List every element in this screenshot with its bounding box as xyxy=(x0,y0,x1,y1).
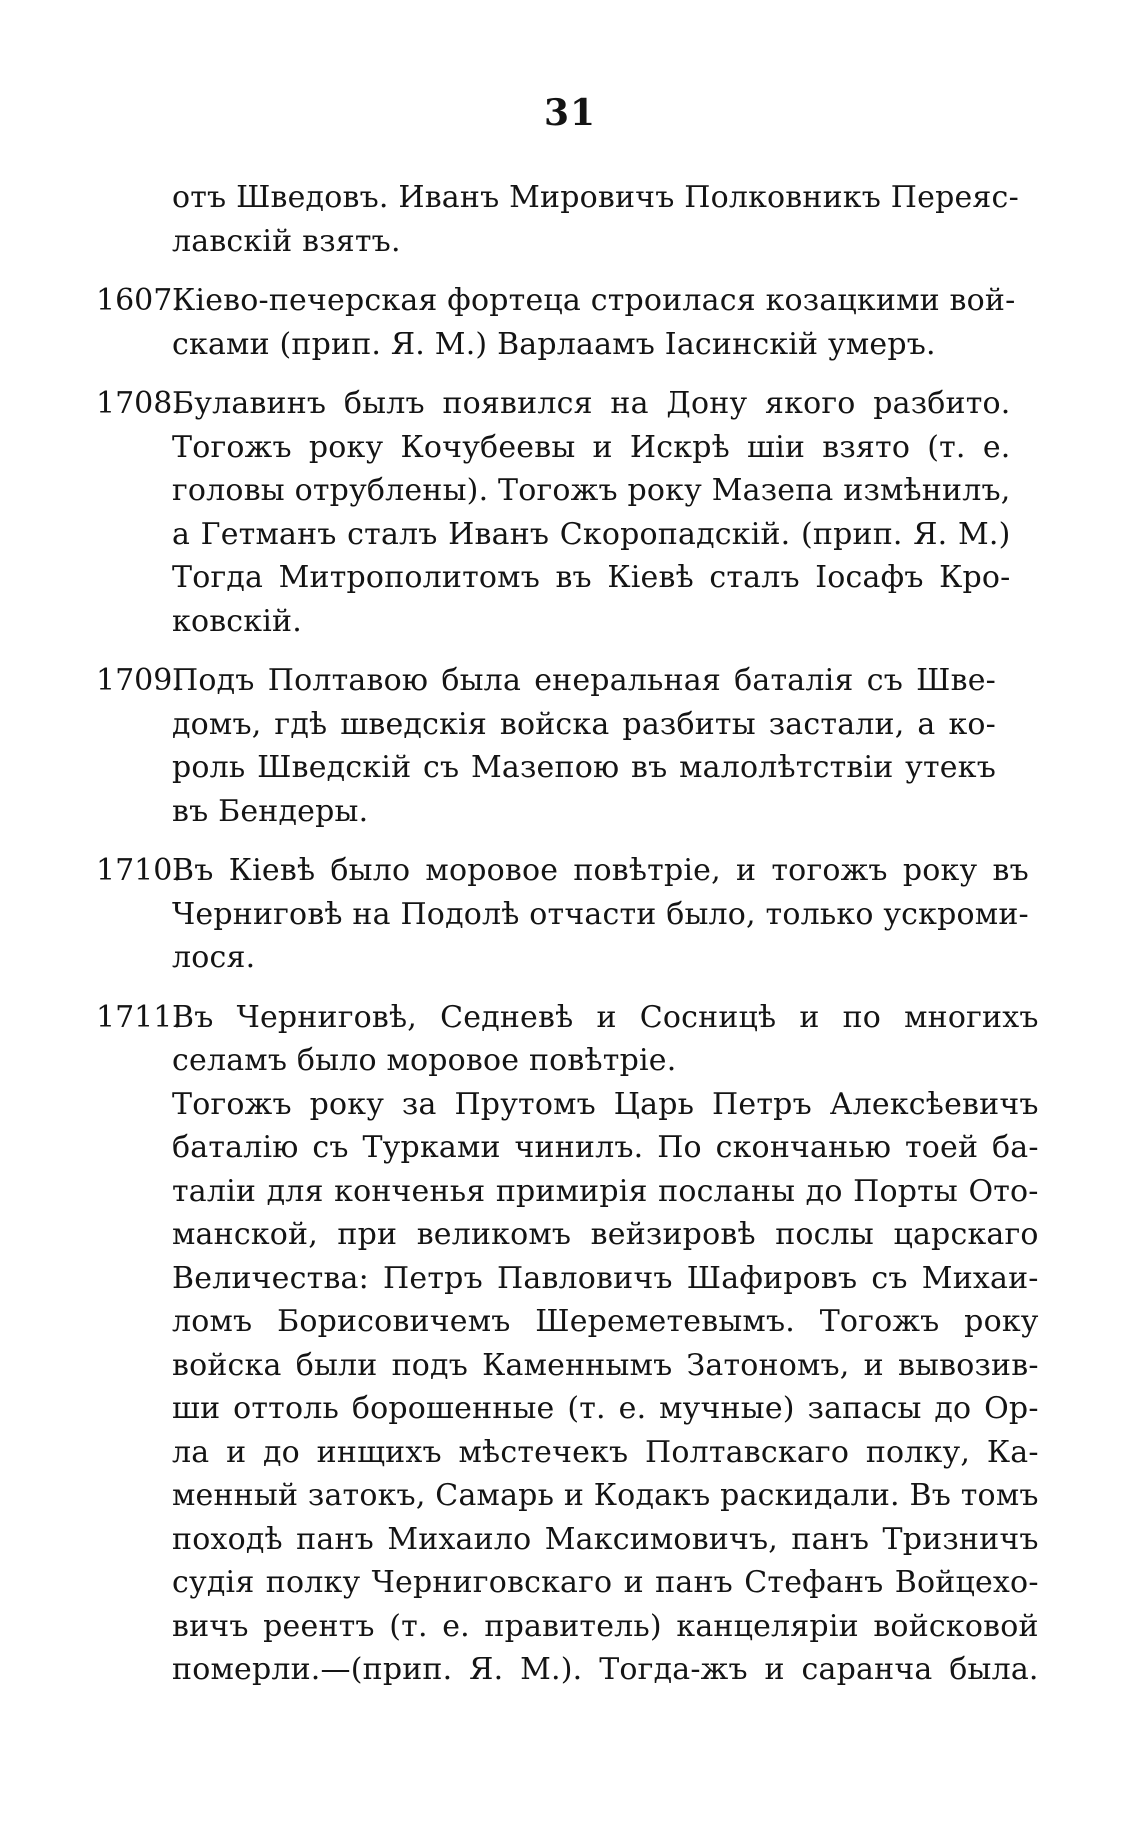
entry-text xyxy=(172,176,1019,263)
chronicle-entry-1710 xyxy=(96,849,1029,980)
text-line: Величества: Петръ Павловичъ Шафировъ съ Михаи- xyxy=(172,1260,1039,1296)
text-line: ши оттоль борошенные (т. е. мучные) запасы до Ор- xyxy=(172,1391,1039,1426)
text-line: сками (прип. Я. М.) Варлаамъ Іасинскій умеръ. xyxy=(172,326,936,362)
text-line: роль Шведскій съ Мазепою въ малолѣтствіи утекъ xyxy=(172,750,996,785)
text-line: лося. xyxy=(172,940,256,975)
text-line: селамъ было моровое повѣтріе. xyxy=(172,1043,677,1078)
text-line: вичъ реентъ (т. е. правитель) канцеляріи войсковой xyxy=(172,1608,1039,1644)
text-line: лавскій взятъ. xyxy=(172,223,401,259)
text-line: менный затокъ, Самарь и Кодакъ раскидали. Въ томъ xyxy=(172,1478,1039,1513)
entry-year: 1709. xyxy=(96,663,182,698)
chronicle-entry-1708 xyxy=(96,382,1011,643)
page-number: 31 xyxy=(543,92,597,134)
chronicle-entry-continuation xyxy=(96,176,1019,263)
entry-text xyxy=(172,659,996,833)
text-line: померли.—(прип. Я. М.). Тогда-жъ и саранча была. xyxy=(172,1652,1039,1687)
text-line: Тогожъ року Кочубеевы и Искрѣ шіи взято (т. е. xyxy=(172,429,1011,465)
text-line: а Гетманъ сталъ Иванъ Скоропадскій. (прип. Я. М.) xyxy=(172,516,1011,552)
entry-year: 1711. xyxy=(96,999,182,1035)
text-line: походѣ панъ Михаило Максимовичъ, панъ Тризничъ xyxy=(172,1521,1039,1557)
text-line: манской, при великомъ вейзировѣ послы царскаго xyxy=(172,1217,1039,1252)
entry-year: 1708. xyxy=(96,386,182,421)
chronicle-text xyxy=(96,176,1039,1692)
text-line: отъ Шведовъ. Иванъ Мировичъ Полковникъ Переяс- xyxy=(172,180,1019,215)
entry-year: 1710. xyxy=(96,853,182,888)
entry-text xyxy=(172,849,1029,980)
text-line: Тогда Митрополитомъ въ Кіевѣ сталъ Іосафъ Кро- xyxy=(172,560,1011,595)
text-line: Тогожъ року за Прутомъ Царь Петръ Алексѣевичъ xyxy=(172,1086,1039,1122)
chronicle-entry-1607 xyxy=(96,279,1016,366)
entry-text xyxy=(172,382,1011,643)
text-line: Подъ Полтавою была енеральная баталія съ Шве- xyxy=(172,663,996,698)
text-line: головы отрублены). Тогожъ року Мазепа измѣнилъ, xyxy=(172,473,1011,508)
text-line: домъ, гдѣ шведскія войска разбиты застали, а ко- xyxy=(172,706,996,742)
text-line: ломъ Борисовичемъ Шереметевымъ. Тогожъ року xyxy=(172,1304,1039,1339)
text-line: войска были подъ Каменнымъ Затономъ, и вывозив- xyxy=(172,1347,1039,1383)
text-line: таліи для конченья примирія посланы до Порты Ото- xyxy=(172,1173,1039,1209)
text-line: Въ Кіевѣ было моровое повѣтріе, и тогожъ року въ xyxy=(172,853,1029,888)
chronicle-entry-1709 xyxy=(96,659,996,833)
text-line: судія полку Черниговскаго и панъ Стефанъ Войцехо- xyxy=(172,1565,1039,1600)
text-line: баталію съ Турками чинилъ. По скончанью тоей ба- xyxy=(172,1130,1039,1165)
text-line: Черниговѣ на Подолѣ отчасти было, только ускроми- xyxy=(172,896,1029,932)
text-line: въ Бендеры. xyxy=(172,793,369,829)
text-line: Булавинъ былъ появился на Дону якого разбито. xyxy=(172,386,1011,421)
entry-year: 1607. xyxy=(96,283,182,318)
chronicle-entry-1711 xyxy=(96,996,1039,1692)
entry-text xyxy=(172,996,1039,1692)
entry-text xyxy=(172,279,1015,366)
text-line: Кіево-печерская фортеца строилася козацкими вой- xyxy=(172,283,1016,318)
text-line: Въ Черниговѣ, Седневѣ и Сосницѣ и по многихъ xyxy=(172,999,1039,1035)
text-line: ла и до инщихъ мѣстечекъ Полтавскаго полку, Ка- xyxy=(172,1434,1039,1470)
text-line: ковскій. xyxy=(172,603,302,639)
